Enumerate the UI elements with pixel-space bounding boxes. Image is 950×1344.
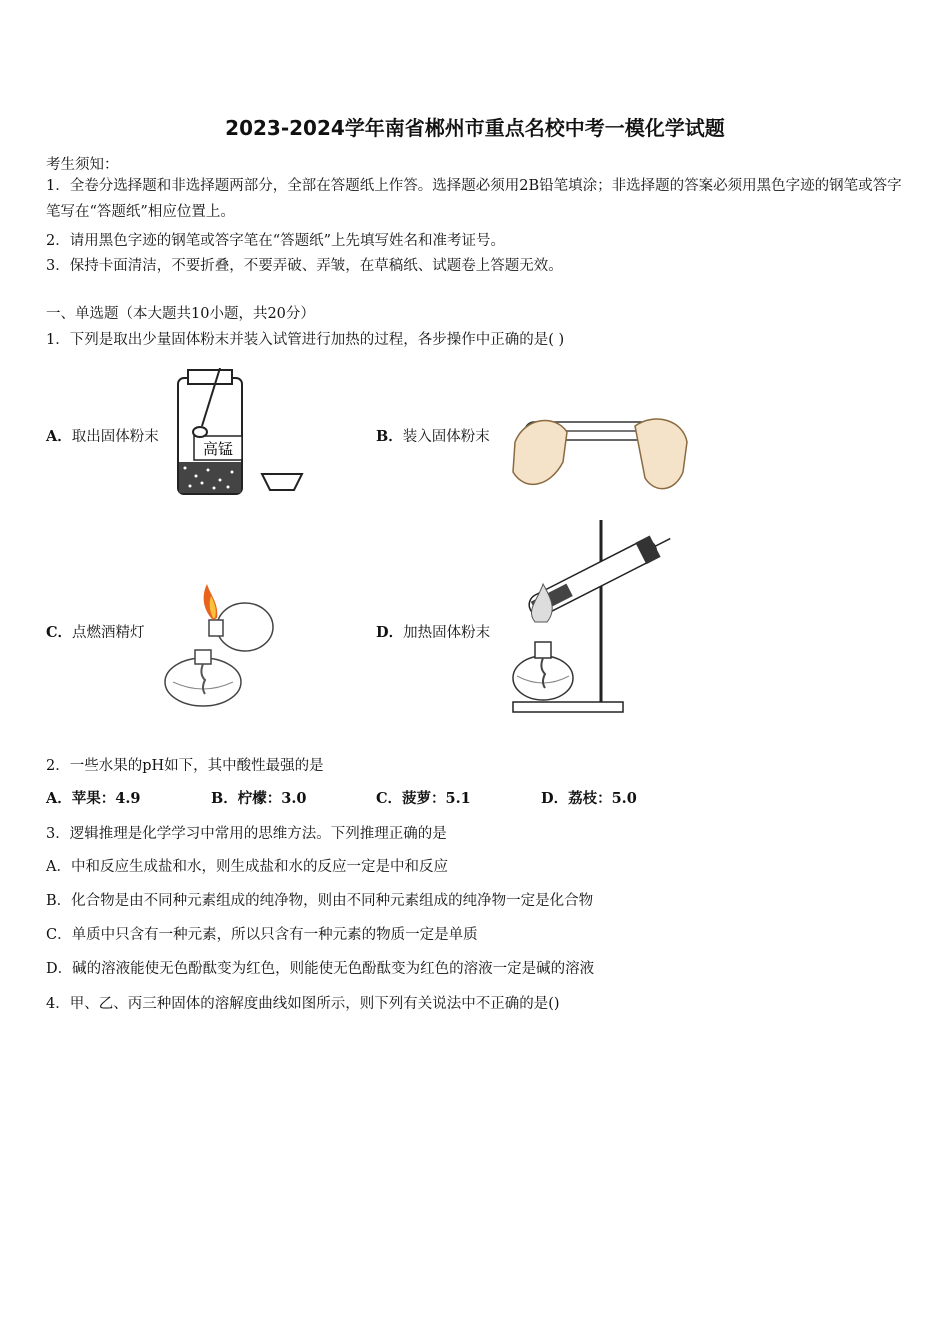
option-c-label: C．点燃酒精灯	[46, 624, 145, 641]
heating-apparatus-figure	[505, 518, 685, 716]
question-stem: 2．一些水果的pH如下，其中酸性最强的是	[46, 758, 324, 774]
option-b: B．柠檬：3.0	[211, 790, 307, 807]
notice-item: 1．全卷分选择题和非选择题两部分，全部在答题纸上作答。选择题必须用2B铅笔填涂；非选择题的答案必须用黑色字迹的钢笔或答字笔写在“答题纸”相应位置上。	[46, 178, 902, 220]
option-d-label: D．加热固体粉末	[376, 624, 491, 641]
option-c: C．单质中只含有一种元素，所以只含有一种元素的物质一定是单质	[46, 927, 478, 943]
option-b: B．化合物是由不同种元素组成的纯净物，则由不同种元素组成的纯净物一定是化合物	[46, 893, 594, 909]
option-a-label: A．取出固体粉末	[46, 428, 159, 445]
question-stem: 1．下列是取出少量固体粉末并装入试管进行加热的过程，各步操作中正确的是( )	[46, 332, 565, 348]
option-a: A．中和反应生成盐和水，则生成盐和水的反应一定是中和反应	[46, 859, 448, 875]
option-a: A．苹果：4.9	[46, 790, 141, 807]
notice-item: 2．请用黑色字迹的钢笔或答字笔在“答题纸”上先填写姓名和准考证号。	[46, 233, 506, 249]
option-b-label: B．装入固体粉末	[376, 428, 490, 445]
reagent-bottle-figure	[170, 368, 310, 498]
test-tube-hands-figure	[505, 402, 695, 497]
option-d: D．荔枝：5.0	[541, 790, 637, 807]
notice-heading: 考生须知：	[46, 157, 119, 173]
page-title: 2023-2024学年南省郴州市重点名校中考一模化学试题	[225, 116, 725, 140]
section-heading: 一、单选题（本大题共10小题，共20分）	[46, 306, 315, 322]
alcohol-lamp-lighting-figure	[155, 582, 285, 714]
question-stem: 4．甲、乙、丙三种固体的溶解度曲线如图所示，则下列有关说法中不正确的是()	[46, 996, 560, 1012]
question-stem: 3．逻辑推理是化学学习中常用的思维方法。下列推理正确的是	[46, 826, 447, 842]
bottle-label-text: 高锰	[202, 440, 234, 458]
notice-item: 3．保持卡面清洁，不要折叠，不要弄破、弄皱，在草稿纸、试题卷上答题无效。	[46, 258, 563, 274]
option-d: D．碱的溶液能使无色酚酞变为红色，则能使无色酚酞变为红色的溶液一定是碱的溶液	[46, 961, 595, 977]
option-c: C．菠萝：5.1	[376, 790, 471, 807]
